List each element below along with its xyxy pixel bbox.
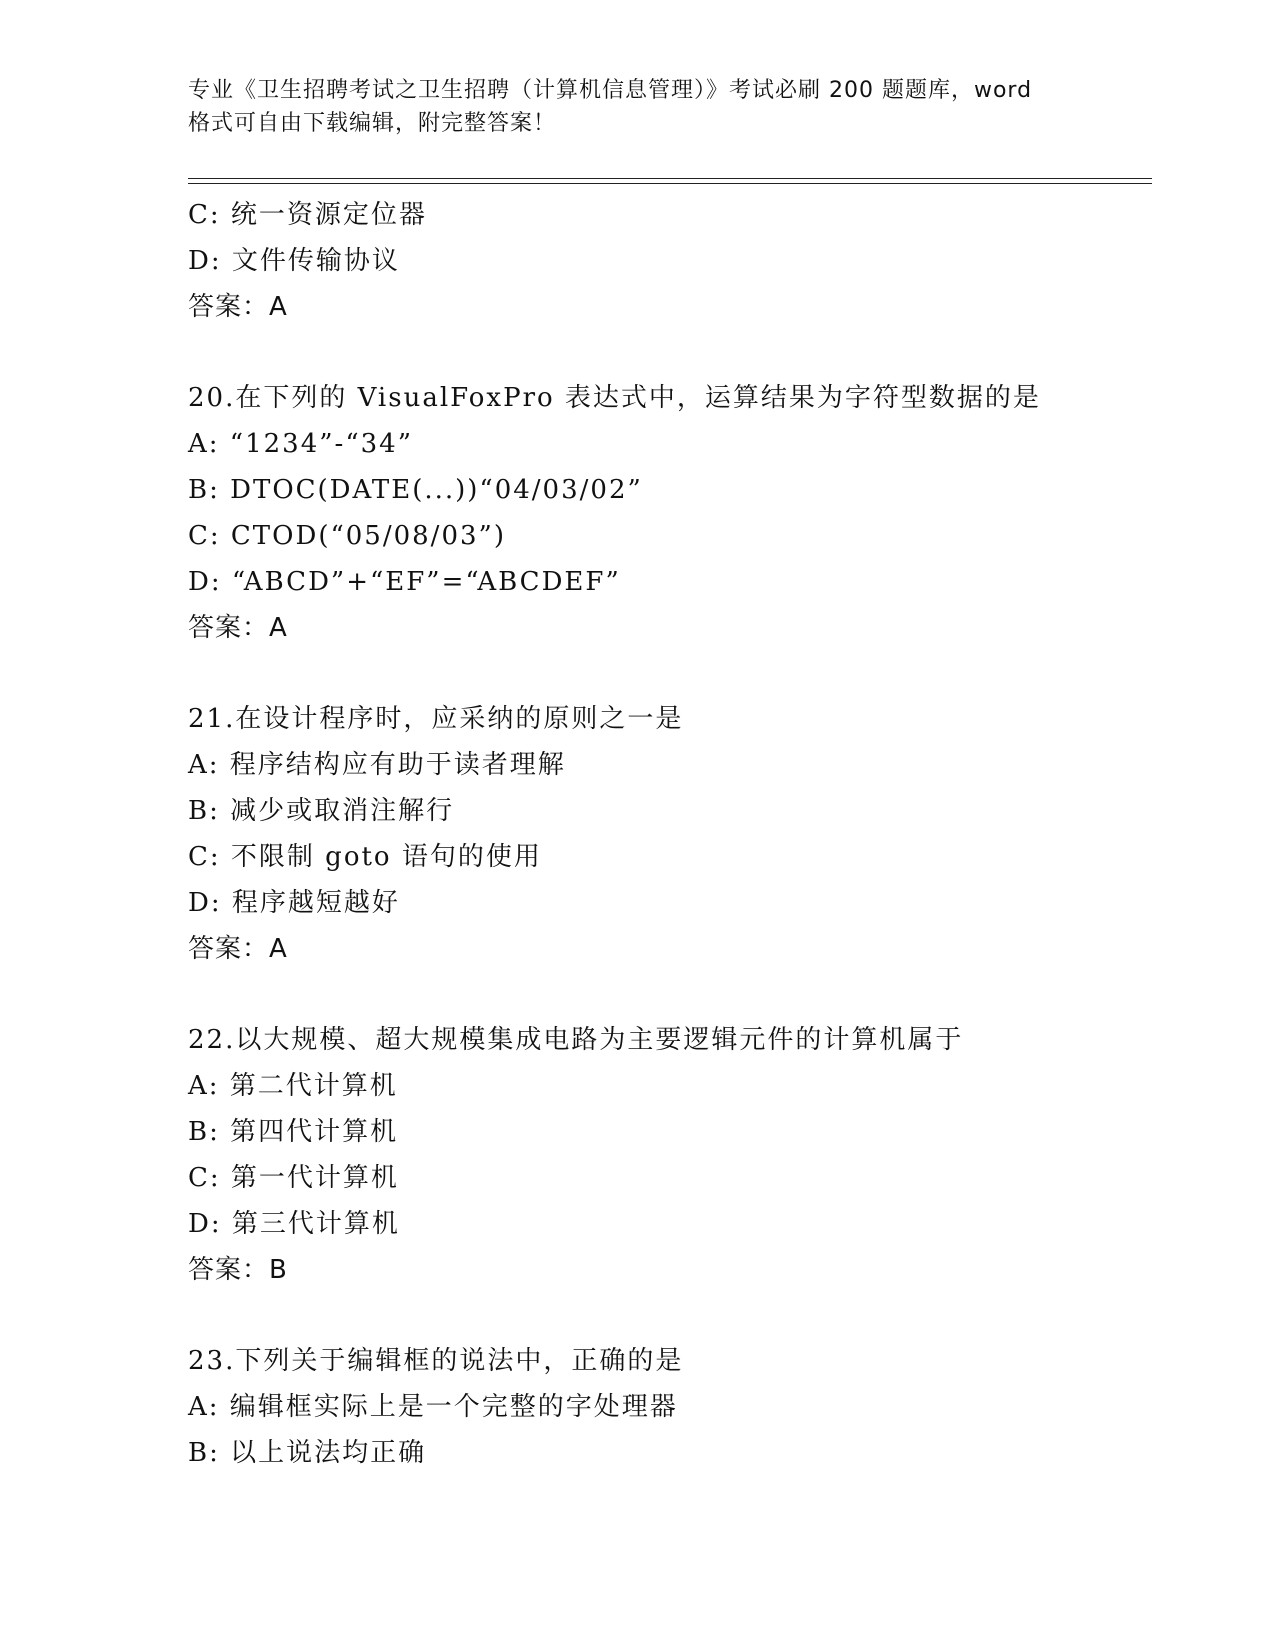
answer: 答案：A [188,292,288,322]
option-c: C: 统一资源定位器 [188,200,427,230]
option-c: C: CTOD(“05/08/03”) [188,521,506,551]
option-d: D: 第三代计算机 [188,1209,400,1239]
option-a: A: “1234”-“34” [188,429,414,459]
header-line-1: 专业《卫生招聘考试之卫生招聘（计算机信息管理）》考试必刷 200 题题库，word [188,78,1033,103]
question-stem: 23.下列关于编辑框的说法中，正确的是 [188,1346,684,1376]
spacer [188,651,1152,696]
option-a: A: 编辑框实际上是一个完整的字处理器 [188,1392,678,1422]
header-rule-bottom [188,183,1152,184]
question-20 [188,375,1152,651]
option-a: A: 程序结构应有助于读者理解 [188,750,566,780]
question-list [188,192,1152,1476]
answer: 答案：A [188,613,288,643]
question-22 [188,1017,1152,1293]
question-23 [188,1338,1152,1476]
question-previous [188,192,1152,330]
option-d: D: 程序越短越好 [188,888,400,918]
option-d: D: 文件传输协议 [188,246,400,276]
spacer [188,972,1152,1017]
option-b: B: 减少或取消注解行 [188,796,455,826]
option-b: B: 第四代计算机 [188,1117,399,1147]
option-d: D: “ABCD”+“EF”=“ABCDEF” [188,567,621,597]
spacer [188,330,1152,375]
option-b: B: 以上说法均正确 [188,1438,427,1468]
spacer [188,1293,1152,1338]
option-a: A: 第二代计算机 [188,1071,398,1101]
question-21 [188,696,1152,972]
question-stem: 22.以大规模、超大规模集成电路为主要逻辑元件的计算机属于 [188,1025,964,1055]
header-rule-top [188,178,1152,179]
option-c: C: 不限制 goto 语句的使用 [188,842,542,872]
header-line-2: 格式可自由下载编辑，附完整答案！ [188,111,557,136]
option-c: C: 第一代计算机 [188,1163,399,1193]
option-b: B: DTOC(DATE(...))“04/03/02” [188,475,643,505]
question-stem: 20.在下列的 VisualFoxPro 表达式中，运算结果为字符型数据的是 [188,383,1041,413]
answer: 答案：A [188,934,288,964]
document-header [188,74,1088,140]
question-stem: 21.在设计程序时，应采纳的原则之一是 [188,704,684,734]
answer: 答案：B [188,1255,288,1285]
